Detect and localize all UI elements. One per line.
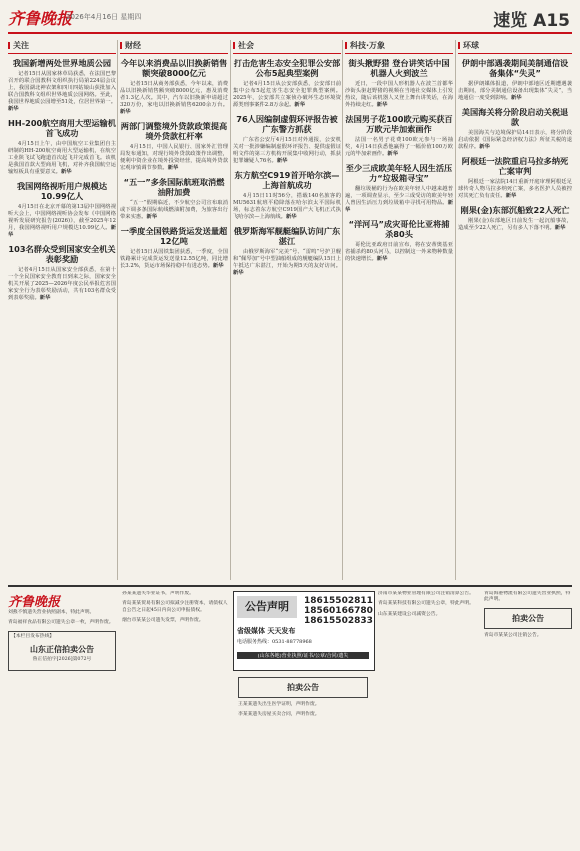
article-headline: 103名群众受到国家安全机关表彰奖励	[8, 244, 116, 264]
article-body	[233, 81, 341, 109]
article	[345, 163, 453, 214]
article-text: 记者15日从商务部获悉，今年以来，消费品以旧换新销售额突破8000亿元，惠及消费者1.3亿人次。其中，汽车以旧换新申请超过320万份，家电以旧换新销售6200余万台。	[120, 81, 228, 108]
article	[345, 58, 453, 109]
article-text: 翻垃圾桶的行为在欧美年轻人中越来越普遍，一项调查显示，至少三成受访的欧美年轻人曾因生活压力到垃圾箱中寻找可用物品。	[345, 186, 453, 206]
article-headline: “五一”多条国际航班取消燃油附加费	[123, 177, 225, 197]
article-body	[345, 137, 453, 158]
column-category: 社会	[233, 40, 341, 54]
article-source: 新华	[39, 295, 51, 301]
issue-date: 2026年4月16日 星期四	[66, 13, 142, 21]
article	[345, 114, 453, 158]
article-headline: 76人因编制虚假环评报告被广东警方抓获	[236, 114, 338, 134]
article-headline: 我国网络视听用户规模达10.99亿人	[16, 181, 108, 201]
phone-number: 18615502811	[304, 596, 373, 606]
article-source: 新华	[345, 200, 453, 213]
article-text: 广东省公安厅4月15日对外通报，公安机关对一批涉嫌编制虚假环评报告、提供虚假证明文件的第三方机构开展集中收网行动，抓获犯罪嫌疑人76名。	[233, 137, 341, 164]
masthead-rule	[8, 32, 572, 34]
article-headline: 我国新增两处世界地质公园	[12, 58, 112, 68]
news-column	[120, 40, 228, 580]
phone-number: 18615502833	[304, 616, 373, 626]
article	[458, 156, 572, 200]
article-text: 4月15日上午，由中国航空工业集团自主研制的HH-200航空商用大型运输机，在航空工业陕飞试飞跑道首次起飞并完成首飞。该机是我国首款大型商用飞机，对补齐我国航空运输短板具有重要意义。	[8, 141, 116, 175]
article-source: 新华	[285, 214, 297, 220]
article-headline: 刚果(金)东部沉船致22人死亡	[460, 205, 570, 215]
article-body	[8, 71, 116, 113]
article	[120, 58, 228, 116]
ad-item: 青岛某某科技有限公司遗失公章，特此声明。	[378, 601, 474, 607]
article-body	[458, 81, 572, 102]
article-text: “五一”假期临近，不少航空公司宣布取消或下调多条国际航线燃油附加费，为旅客出行带来实惠。	[120, 200, 228, 220]
article-body	[233, 249, 341, 277]
article	[120, 226, 228, 270]
article-source: 新华	[276, 158, 288, 164]
article-text: 记者4月15日从国家安全部获悉，在第十一个全民国家安全教育日到来之际，国家安全机关开展了2025—2026年度公民举报危害国家安全行为表彰奖励活动，共有103名群众受到表彰奖励。	[8, 267, 116, 301]
article	[8, 58, 116, 113]
ad-item: 烟台市某某公司遗失发票，声明作废。	[122, 618, 204, 624]
column-divider	[230, 40, 231, 580]
article-text: 法国一名男子花费100欧元参与一场抽奖，4月14日获悉他赢得了一幅价值100万欧元的毕加索画作。	[345, 137, 453, 157]
article-source: 新华	[479, 144, 490, 150]
article-body	[120, 144, 228, 172]
article-headline: 街头揪野猎 登台讲笑话中国机器人火到波兰	[348, 58, 450, 78]
article-text: 美国海关与边境保护局14日表示，将分阶段启动依据《国际紧急经济权力法》所征关税的退款程序。	[458, 130, 572, 150]
article-source: 新华	[554, 225, 566, 231]
article	[458, 205, 572, 232]
notice-hotline: 电话服务热线：0531-88778968	[237, 639, 312, 645]
article	[8, 244, 116, 302]
article-text: 阿根廷一家法院14日重新开庭审理阿根廷足球传奇人物马拉多纳死亡案，多名医护人员被控对其死亡负有责任。	[458, 179, 572, 199]
article-headline: 美国海关将分阶段启动关税退款	[461, 107, 569, 127]
article	[233, 170, 341, 221]
article-headline: 伊朗中部遇袭期间美制通信设备集体“失灵”	[461, 58, 569, 78]
article-body	[458, 130, 572, 151]
article-body	[345, 81, 453, 109]
article-text: 4月15日11时56分，搭载140名旅客的MU5631航班平稳降落在哈尔滨太平国际机场，标志着东方航空C919国产大飞机正式执飞哈尔滨—上海航线。	[233, 193, 341, 220]
article-body	[233, 137, 341, 165]
article-text: 近日，一段中国人形机器人在波兰首都华沙街头驱赶野猪的视频在当地社交媒体上引发热议，随后该机器人又登上舞台讲笑话，在海外持续走红。	[345, 81, 453, 108]
article-source: 新华	[8, 225, 116, 238]
ad-item: 李某某遗失房屋买卖合同，声明作废。	[238, 712, 320, 718]
article-headline: 东方航空C919首开哈尔滨—上海首航成功	[234, 170, 340, 190]
notice-box	[8, 631, 116, 671]
article-headline: 两部门调整境外贷款政策提高境外贷款杠杆率	[120, 121, 228, 141]
ad-item: 刘燕不慎遗失营业执照副本，特此声明。	[8, 610, 95, 615]
news-column	[345, 40, 453, 580]
article-source: 新华	[8, 106, 19, 112]
notice-slogan: 省级媒体 天天发布	[237, 627, 296, 635]
ad-item: 青岛福祥食品有限公司遗失公章一枚，声明作废。	[8, 620, 114, 626]
article-headline: 法国男子花100欧元购买获百万欧元毕加索画作	[345, 114, 453, 134]
article-headline: 打击危害生态安全犯罪公安部公布5起典型案例	[233, 58, 341, 78]
news-column	[233, 40, 341, 580]
column-category: 财经	[120, 40, 228, 54]
article-source: 新华	[146, 214, 158, 220]
article	[458, 107, 572, 151]
article-source: 新华	[60, 169, 72, 175]
article-text: 记者4月15日从公安部获悉，公安部日前集中公布5起危害生态安全犯罪典型案例。2025年，公安部共立案侦办破坏生态环境资源类刑事案件2.8万余起。	[233, 81, 341, 108]
section-title: 速览 A15	[493, 11, 570, 31]
article-headline: 一季度全国铁路货运发送量超12亿吨	[120, 226, 228, 246]
classified-ads-area	[8, 585, 572, 845]
article	[233, 58, 341, 109]
article-text: 据伊朗媒体报道，伊朗中部地区近期遭遇袭击期间，部分美制通信设备出现集体“失灵”，当地通信一度受到影响。	[458, 81, 572, 101]
article-headline: 至少三成欧美年轻人因生活压力“垃圾箱寻宝”	[345, 163, 453, 183]
notice-box	[484, 608, 572, 629]
news-column	[8, 40, 116, 580]
notice-number: 鲁正信拍字[2026]第072号	[32, 657, 92, 663]
ads-column-1	[8, 591, 116, 841]
article-text: 哥伦比亚政府日前宣布，将在安蒂奥基亚省捕杀约80头河马，以控制这一外来物种数量的快速增长。	[345, 242, 453, 262]
article	[120, 121, 228, 172]
column-divider	[342, 40, 343, 580]
phone-number: 18560166780	[304, 606, 373, 616]
ad-item: 青岛市某某公司注销公告。	[484, 632, 542, 638]
newspaper-logo: 齐鲁晚报	[8, 9, 73, 28]
masthead	[0, 0, 580, 34]
article-body	[8, 204, 116, 239]
article	[345, 219, 453, 263]
auction-title: 拍卖公告	[287, 683, 319, 692]
article	[8, 181, 116, 239]
column-category: 科技·万象	[345, 40, 453, 54]
article-text: 刚果(金)东部地区日前发生一起沉船事故，造成至少22人死亡，另有多人下落不明。	[458, 218, 572, 231]
article-source: 新华	[212, 263, 224, 269]
news-column	[458, 40, 572, 580]
column-divider	[455, 40, 456, 580]
article-source: 新华	[294, 102, 306, 108]
article-source: 新华	[120, 109, 131, 115]
ad-item: 青岛某某贸易有限公司拟减少注册资本，请债权人自公告之日起45日内向公司申报债权。	[122, 601, 228, 613]
ad-item: 王某某遗失出生医学证明，声明作废。	[238, 702, 320, 707]
article-headline: HH-200航空商用大型运输机首飞成功	[8, 118, 116, 138]
article-source: 新华	[167, 165, 179, 171]
ad-item: 孙某某遗失毕业证书，声明作废。	[122, 591, 194, 596]
ads-column-2	[122, 591, 230, 841]
ad-item: 山东某某建设公司减资公告。	[378, 611, 441, 617]
article-headline: 俄罗斯海军舰艇编队访问广东湛江	[233, 226, 341, 246]
article-body	[345, 186, 453, 214]
article-source: 新华	[376, 102, 388, 108]
article-text: 记者15日从国家林草局获悉，在法国巴黎召开的联合国教科文组织执行局第224届会议上，我国湖北神农架和四川四姑娘山获批加入联合国教科文组织世界地质公园网络。至此，我国世界地质公园增至51处，位居世界第一。	[8, 71, 116, 105]
notice-scope: (山东各地)营业执照/证书/公章/合同/遗失	[237, 652, 369, 659]
article-source: 新华	[510, 95, 522, 101]
article-source: 新华	[376, 256, 388, 262]
article-body	[120, 249, 228, 270]
article-body	[120, 81, 228, 116]
ad-item: 青岛海港物流有限公司遗失营业执照，特此声明。	[484, 591, 571, 603]
article	[8, 118, 116, 176]
article-text: 4月15日在北京开幕的第13届中国网络视听大会上，中国网络视听协会发布《中国网络视听发展研究报告(2026)》，截至2025年12月，我国网络视听用户规模达10.99亿人。	[8, 204, 116, 231]
column-category: 关注	[8, 40, 116, 54]
article-body	[458, 218, 572, 232]
notice-banner-title: 公告声明	[237, 596, 297, 618]
article-headline: “洋河马”成灾哥伦比亚将捕杀80头	[348, 219, 450, 239]
article-body	[8, 141, 116, 176]
ads-column-4	[378, 591, 478, 841]
auction-title: 拍卖公告	[512, 613, 544, 623]
notice-box	[238, 677, 368, 698]
ad-item: 济南市某某物业管理有限公司注销清算公告。	[378, 591, 474, 596]
column-category: 环球	[458, 40, 572, 54]
notice-banner	[233, 591, 375, 671]
article-headline: 阿根廷一法院重启马拉多纳死亡案审判	[461, 156, 569, 176]
ads-column-3	[238, 677, 368, 837]
article-text: 由俄罗斯海军“完美”号、“雷鸣”号护卫舰和“佩琴加”号中型油船组成的舰艇编队15日上午抵达广东湛江，开始为期5天的友好访问。	[233, 249, 341, 269]
ad-item: 【本栏目发布热线】	[11, 633, 55, 639]
article-headline: 今年以来消费品以旧换新销售额突破8000亿元	[120, 58, 228, 78]
article-source: 新华	[505, 193, 517, 199]
article-source: 新华	[387, 151, 398, 157]
ads-column-5	[484, 591, 572, 841]
article-text: 记者15日从国铁集团获悉，一季度，全国铁路累计完成货运发送量12.55亿吨，同比增长3.2%，货运市场保持稳中有进态势。	[120, 249, 228, 269]
ads-logo: 齐鲁晚报	[8, 595, 61, 610]
article	[233, 226, 341, 277]
article	[458, 58, 572, 102]
article-text: 4月15日，中国人民银行、国家外汇管理局发布通知，对现行境外贷款政策作出调整，便利中资企业在境外投资经营，提高境外贷款宏观审慎调节参数。	[120, 144, 228, 171]
article-source: 新华	[233, 270, 244, 276]
article-body	[8, 267, 116, 302]
article-body	[345, 242, 453, 263]
article-body	[233, 193, 341, 221]
article-body	[120, 200, 228, 221]
article	[120, 177, 228, 221]
notice-title: 山东正信拍卖公告	[30, 645, 94, 655]
article-body	[458, 179, 572, 200]
column-divider	[117, 40, 118, 580]
article	[233, 114, 341, 165]
